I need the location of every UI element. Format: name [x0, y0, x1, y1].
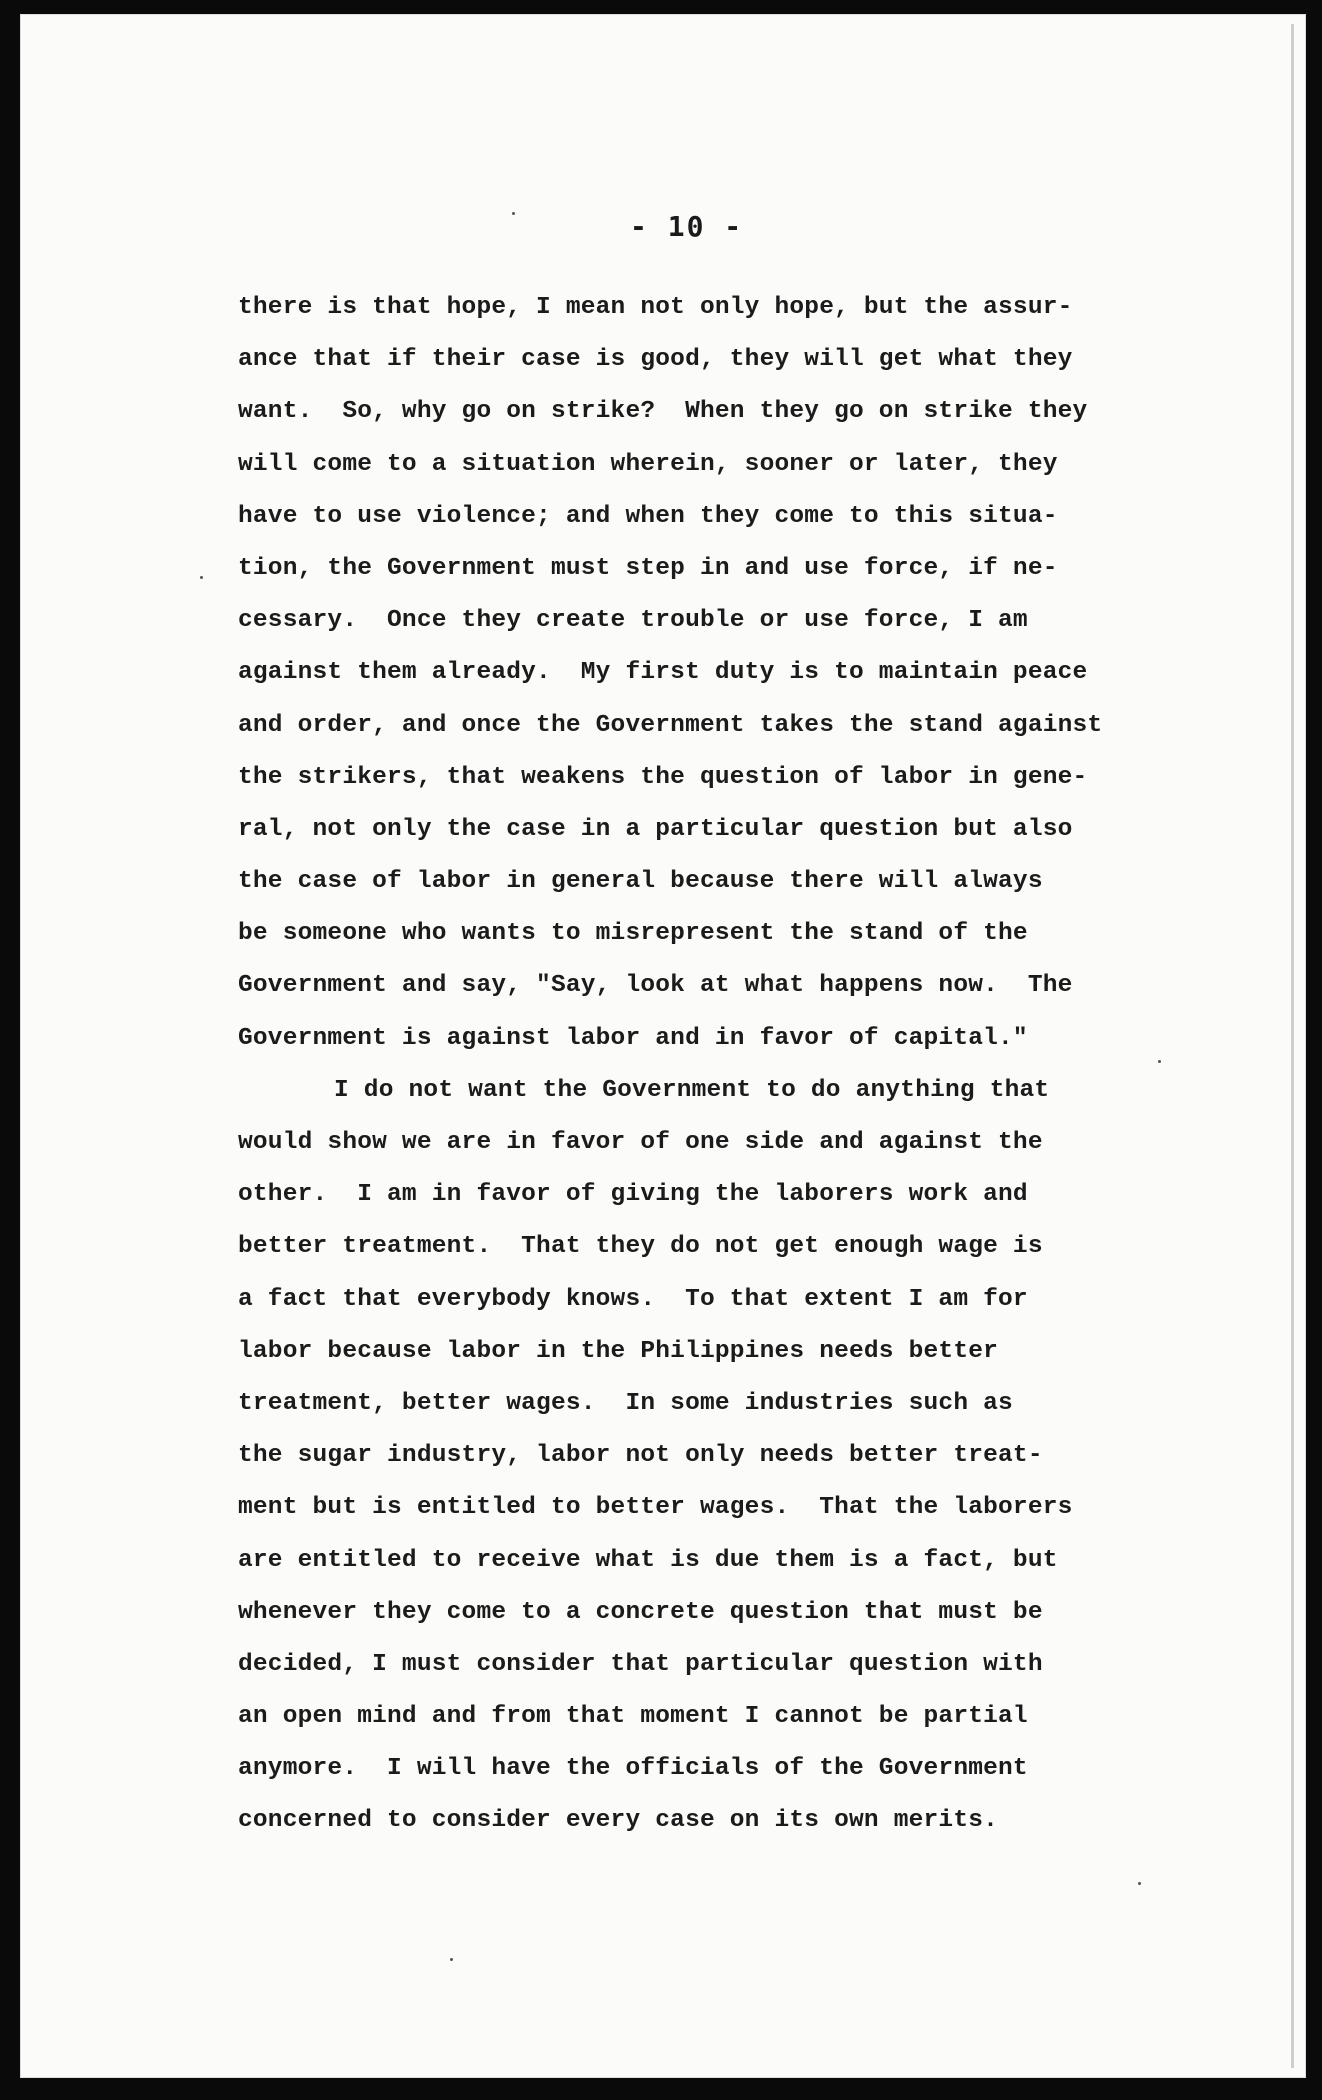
text-line: the sugar industry, labor not only needs better treat- [238, 1442, 1043, 1470]
text-line: ral, not only the case in a particular question but also [238, 815, 1073, 843]
text-line: cessary. Once they create trouble or use force, I am [238, 607, 1028, 635]
text-line: a fact that everybody knows. To that extent I am for [238, 1285, 1028, 1313]
text-line: the case of labor in general because there will always [238, 868, 1043, 896]
text-line: would show we are in favor of one side and against the [238, 1129, 1043, 1156]
text-line: an open mind and from that moment I cannot be partial [238, 1703, 1028, 1731]
text-line: ance that if their case is good, they will get what they [238, 346, 1073, 374]
text-line: treatment, better wages. In some industries such as [238, 1389, 1013, 1417]
text-line: concerned to consider every case on its own merits. [238, 1807, 999, 1835]
text-line: against them already. My first duty is to maintain peace [238, 659, 1088, 687]
text-line: have to use violence; and when they come to this situa- [238, 502, 1058, 530]
scan-speck [450, 1958, 453, 1961]
scan-speck [1138, 1882, 1141, 1885]
page-edge [1291, 24, 1294, 2068]
text-line: anymore. I will have the officials of the Government [238, 1755, 1028, 1783]
text-line: decided, I must consider that particular question with [238, 1650, 1043, 1678]
text-line: other. I am in favor of giving the laborers work and [238, 1181, 1028, 1209]
document-body [238, 282, 1238, 1848]
scan-speck [200, 576, 203, 579]
text-line: there is that hope, I mean not only hope, but the assur- [238, 294, 1073, 321]
text-line: want. So, why go on strike? When they go on strike they [238, 398, 1088, 426]
text-line: better treatment. That they do not get enough wage is [238, 1233, 1043, 1261]
scan-speck [1158, 1060, 1161, 1063]
text-line: labor because labor in the Philippines needs better [238, 1337, 999, 1365]
text-line: and order, and once the Government takes the stand against [238, 711, 1103, 739]
page-number: - 10 - [630, 210, 744, 243]
text-line: Government and say, "Say, look at what happens now. The [238, 972, 1073, 1000]
text-line: ment but is entitled to better wages. That the laborers [238, 1494, 1073, 1522]
text-line: be someone who wants to misrepresent the stand of the [238, 920, 1028, 948]
text-line: the strikers, that weakens the question of labor in gene- [238, 763, 1088, 791]
paragraph-2 [238, 1065, 1238, 1848]
text-line: Government is against labor and in favor of capital." [238, 1024, 1028, 1052]
paragraph-1 [238, 282, 1238, 1065]
text-line: are entitled to receive what is due them is a fact, but [238, 1546, 1058, 1574]
text-line: will come to a situation wherein, sooner or later, they [238, 450, 1058, 478]
text-line: tion, the Government must step in and use force, if ne- [238, 554, 1058, 582]
text-line: whenever they come to a concrete question that must be [238, 1598, 1043, 1626]
scan-speck [512, 212, 515, 215]
text-line: I do not want the Government to do anything that [334, 1076, 1050, 1104]
